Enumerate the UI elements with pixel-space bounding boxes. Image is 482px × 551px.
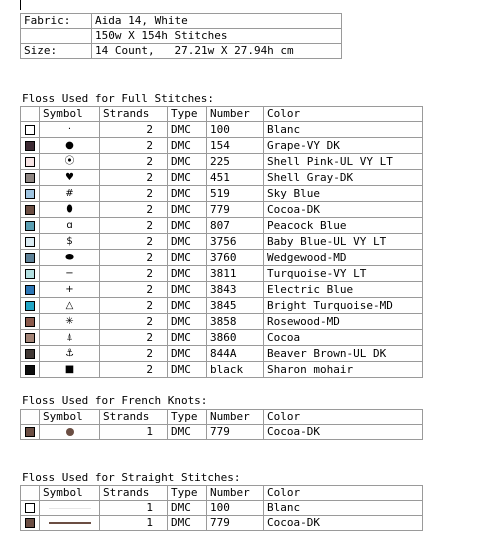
table-row [21,330,423,346]
symbol-cell [40,362,100,378]
color-swatch-cell [21,298,40,314]
symbol-cell [40,218,100,234]
strands-cell: 2 [100,282,168,298]
stitch-symbol: ⬬ [65,252,74,263]
color-swatch-cell [21,501,40,516]
stitches-label-blank [21,29,92,44]
fabric-info-table [20,13,342,59]
table-row [21,298,423,314]
table-header [21,486,423,501]
color-name-cell: Beaver Brown-UL DK [264,346,423,362]
header-color: Color [264,107,423,122]
type-cell: DMC [168,501,207,516]
color-swatch-cell [21,138,40,154]
symbol-cell [40,186,100,202]
color-swatch-cell [21,154,40,170]
color-swatch [25,141,35,151]
color-name-cell: Cocoa-DK [264,516,423,531]
symbol-cell [40,314,100,330]
strands-cell: 2 [100,170,168,186]
table-row [21,501,423,516]
header-number: Number [207,410,264,425]
strands-cell: 2 [100,122,168,138]
table-row [21,425,423,440]
color-name-cell: Shell Pink-UL VY LT [264,154,423,170]
header-strands: Strands [100,486,168,501]
strands-cell: 2 [100,138,168,154]
color-swatch [25,333,35,343]
strands-cell: 2 [100,314,168,330]
table-header [21,107,423,122]
type-cell: DMC [168,330,207,346]
color-name-cell: Sky Blue [264,186,423,202]
table-row [21,154,423,170]
number-cell: 3860 [207,330,264,346]
header-number: Number [207,107,264,122]
symbol-cell [40,202,100,218]
table-row [21,186,423,202]
header-swatch [21,410,40,425]
number-cell: 3845 [207,298,264,314]
table-row [21,282,423,298]
table-row [21,170,423,186]
color-swatch-cell [21,234,40,250]
number-cell: 100 [207,122,264,138]
color-swatch [25,269,35,279]
straight-stitch-icon [49,508,91,509]
symbol-cell [40,170,100,186]
color-name-cell: Rosewood-MD [264,314,423,330]
stitch-symbol: ɑ [66,220,73,231]
symbol-cell [40,330,100,346]
color-name-cell: Baby Blue-UL VY LT [264,234,423,250]
color-swatch [25,365,35,375]
french-knots-title: Floss Used for French Knots: [22,394,208,407]
table-row [21,362,423,378]
type-cell: DMC [168,250,207,266]
number-cell: 154 [207,138,264,154]
number-cell: 844A [207,346,264,362]
type-cell: DMC [168,362,207,378]
strands-cell: 2 [100,234,168,250]
type-cell: DMC [168,346,207,362]
symbol-cell [40,346,100,362]
fabric-label: Fabric: [21,14,92,29]
header-color: Color [264,410,423,425]
symbol-cell [40,516,100,531]
strands-cell: 1 [100,425,168,440]
color-swatch [25,349,35,359]
number-cell: 451 [207,170,264,186]
color-swatch-cell [21,218,40,234]
header-swatch [21,486,40,501]
table-row [21,122,423,138]
stitch-symbol: # [65,188,74,199]
color-swatch-cell [21,516,40,531]
type-cell: DMC [168,154,207,170]
symbol-cell [40,234,100,250]
color-swatch [25,427,35,437]
type-cell: DMC [168,282,207,298]
header-symbol: Symbol [40,107,100,122]
color-swatch-cell [21,202,40,218]
color-name-cell: Cocoa-DK [264,425,423,440]
strands-cell: 2 [100,330,168,346]
color-swatch [25,125,35,135]
straight-stitches-table [20,485,423,531]
color-swatch-cell [21,425,40,440]
symbol-cell [40,501,100,516]
type-cell: DMC [168,298,207,314]
symbol-cell [40,250,100,266]
number-cell: 3843 [207,282,264,298]
color-swatch-cell [21,314,40,330]
color-name-cell: Blanc [264,501,423,516]
number-cell: 3760 [207,250,264,266]
stitch-symbol: ● [65,140,74,151]
color-swatch [25,237,35,247]
table-row [21,202,423,218]
color-swatch [25,205,35,215]
type-cell: DMC [168,234,207,250]
table-row [21,346,423,362]
french-knot-icon [66,428,74,436]
header-strands: Strands [100,410,168,425]
color-swatch [25,518,35,528]
straight-stitch-icon [49,522,91,524]
stitch-symbol: ■ [64,364,75,375]
color-swatch-cell [21,282,40,298]
strands-cell: 2 [100,298,168,314]
fabric-value: Aida 14, White [92,14,342,29]
type-cell: DMC [168,138,207,154]
color-swatch-cell [21,250,40,266]
stitch-symbol: ♥ [65,172,74,183]
strands-cell: 2 [100,186,168,202]
strands-cell: 2 [100,346,168,362]
table-row [21,138,423,154]
color-name-cell: Grape-VY DK [264,138,423,154]
strands-cell: 2 [100,362,168,378]
color-swatch-cell [21,170,40,186]
strands-cell: 2 [100,202,168,218]
color-swatch [25,317,35,327]
color-swatch [25,285,35,295]
color-swatch-cell [21,122,40,138]
header-type: Type [168,486,207,501]
table-row [21,250,423,266]
color-name-cell: Electric Blue [264,282,423,298]
color-swatch [25,173,35,183]
color-swatch-cell [21,346,40,362]
strands-cell: 2 [100,266,168,282]
table-row [21,266,423,282]
number-cell: 3811 [207,266,264,282]
french-knots-table [20,409,423,440]
number-cell: 100 [207,501,264,516]
size-row [21,44,342,59]
straight-stitches-title: Floss Used for Straight Stitches: [22,471,241,484]
header-number: Number [207,486,264,501]
strands-cell: 2 [100,250,168,266]
strands-cell: 2 [100,218,168,234]
strands-cell: 2 [100,154,168,170]
full-stitches-title: Floss Used for Full Stitches: [22,92,215,105]
fabric-row [21,14,342,29]
type-cell: DMC [168,170,207,186]
color-swatch-cell [21,186,40,202]
text-cursor [20,0,21,10]
color-name-cell: Sharon mohair [264,362,423,378]
symbol-cell [40,138,100,154]
color-swatch [25,503,35,513]
color-name-cell: Turquoise-VY LT [264,266,423,282]
symbol-cell [40,298,100,314]
stitch-symbol: ⚓ [65,348,74,359]
color-swatch [25,189,35,199]
color-name-cell: Wedgewood-MD [264,250,423,266]
strands-cell: 1 [100,501,168,516]
color-name-cell: Shell Gray-DK [264,170,423,186]
color-name-cell: Peacock Blue [264,218,423,234]
type-cell: DMC [168,425,207,440]
size-label: Size: [21,44,92,59]
color-name-cell: Cocoa [264,330,423,346]
stitch-symbol: △ [65,300,74,311]
stitch-symbol: − [65,268,74,279]
symbol-cell [40,122,100,138]
number-cell: 3858 [207,314,264,330]
color-swatch [25,221,35,231]
type-cell: DMC [168,218,207,234]
header-symbol: Symbol [40,486,100,501]
number-cell: 3756 [207,234,264,250]
number-cell: 807 [207,218,264,234]
header-type: Type [168,107,207,122]
table-header [21,410,423,425]
stitch-symbol: ✳ [65,316,74,327]
full-stitches-table [20,106,423,378]
stitch-symbol: ⦿ [64,156,75,167]
color-name-cell: Bright Turquoise-MD [264,298,423,314]
symbol-cell [40,282,100,298]
number-cell: 779 [207,202,264,218]
type-cell: DMC [168,202,207,218]
strands-cell: 1 [100,516,168,531]
type-cell: DMC [168,266,207,282]
number-cell: 779 [207,516,264,531]
color-name-cell: Cocoa-DK [264,202,423,218]
stitch-symbol: ⍋ [66,332,73,343]
number-cell: 519 [207,186,264,202]
table-row [21,234,423,250]
stitch-symbol: ⬮ [66,204,73,215]
symbol-cell [40,425,100,440]
type-cell: DMC [168,516,207,531]
number-cell: 779 [207,425,264,440]
size-value: 14 Count, 27.21w X 27.94h cm [92,44,342,59]
header-color: Color [264,486,423,501]
header-type: Type [168,410,207,425]
number-cell: black [207,362,264,378]
stitch-symbol: · [67,124,72,135]
color-swatch-cell [21,330,40,346]
header-symbol: Symbol [40,410,100,425]
stitches-row [21,29,342,44]
table-row [21,516,423,531]
color-name-cell: Blanc [264,122,423,138]
type-cell: DMC [168,186,207,202]
type-cell: DMC [168,314,207,330]
table-row [21,218,423,234]
stitch-symbol: + [65,284,74,295]
color-swatch [25,157,35,167]
symbol-cell [40,154,100,170]
header-swatch [21,107,40,122]
number-cell: 225 [207,154,264,170]
table-row [21,314,423,330]
stitches-value: 150w X 154h Stitches [92,29,342,44]
stitch-symbol: $ [66,236,73,247]
color-swatch [25,301,35,311]
header-strands: Strands [100,107,168,122]
type-cell: DMC [168,122,207,138]
color-swatch-cell [21,266,40,282]
symbol-cell [40,266,100,282]
color-swatch [25,253,35,263]
color-swatch-cell [21,362,40,378]
